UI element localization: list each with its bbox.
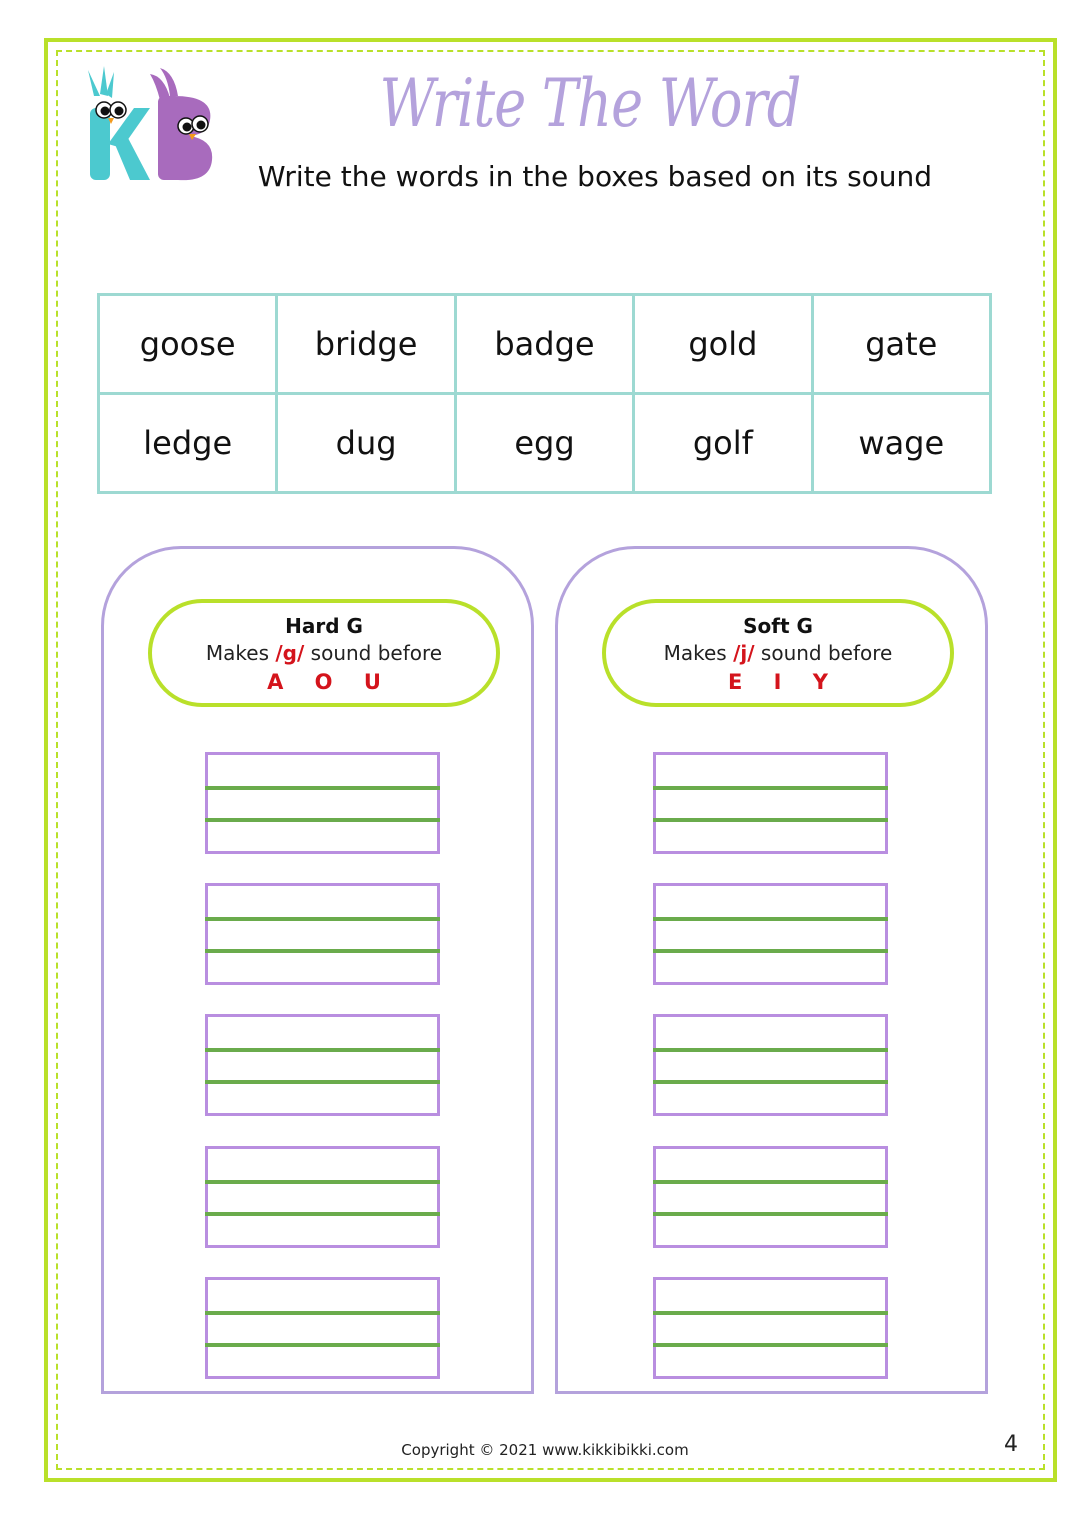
- soft-g-desc-prefix: Makes: [663, 641, 727, 665]
- writing-midline-band: [653, 1180, 888, 1216]
- writing-midline-band: [205, 1180, 440, 1216]
- soft-g-title: Soft G: [743, 614, 813, 638]
- hard-g-answer-box-4[interactable]: [205, 1146, 440, 1248]
- soft-g-label-pill: [602, 599, 954, 707]
- soft-g-description: [606, 639, 950, 668]
- kb-birds-logo-icon: [78, 66, 218, 186]
- writing-midline-band: [653, 917, 888, 953]
- word-bank-row: [99, 394, 991, 493]
- hard-g-label-pill: [148, 599, 500, 707]
- word-bank-cell: dug: [277, 394, 455, 493]
- hard-g-desc-prefix: Makes: [205, 641, 269, 665]
- soft-g-sound: /j/: [733, 641, 755, 665]
- writing-midline-band: [205, 1048, 440, 1084]
- hard-g-answer-box-3[interactable]: [205, 1014, 440, 1116]
- hard-g-answer-box-1[interactable]: [205, 752, 440, 854]
- page-title: Write The Word: [379, 65, 801, 142]
- hard-g-vowels: A O U: [267, 670, 393, 694]
- writing-midline-band: [205, 1311, 440, 1347]
- soft-g-answer-box-1[interactable]: [653, 752, 888, 854]
- instructions-subtitle: Write the words in the boxes based on its sound: [257, 160, 933, 193]
- soft-g-panel: [555, 546, 988, 1394]
- word-bank-table: [97, 293, 992, 494]
- hard-g-desc-suffix: sound before: [310, 641, 443, 665]
- soft-g-answer-box-3[interactable]: [653, 1014, 888, 1116]
- hard-g-description: [152, 639, 496, 668]
- word-bank-cell: badge: [455, 295, 633, 394]
- writing-midline-band: [653, 1048, 888, 1084]
- word-bank-cell: gold: [634, 295, 812, 394]
- writing-midline-band: [653, 786, 888, 822]
- soft-g-answer-box-2[interactable]: [653, 883, 888, 985]
- soft-g-answer-box-4[interactable]: [653, 1146, 888, 1248]
- page-number: 4: [1004, 1432, 1018, 1457]
- hard-g-sound: /g/: [275, 641, 305, 665]
- word-bank-cell: bridge: [277, 295, 455, 394]
- writing-midline-band: [205, 786, 440, 822]
- writing-midline-band: [205, 917, 440, 953]
- soft-g-answer-box-5[interactable]: [653, 1277, 888, 1379]
- word-bank-cell: ledge: [99, 394, 277, 493]
- word-bank-cell: goose: [99, 295, 277, 394]
- hard-g-panel: [101, 546, 534, 1394]
- hard-g-answer-box-2[interactable]: [205, 883, 440, 985]
- word-bank-cell: wage: [812, 394, 990, 493]
- soft-g-vowels: E I Y: [728, 670, 840, 694]
- writing-midline-band: [653, 1311, 888, 1347]
- word-bank-cell: golf: [634, 394, 812, 493]
- copyright-footer: Copyright © 2021 www.kikkibikki.com: [401, 1441, 689, 1459]
- soft-g-desc-suffix: sound before: [760, 641, 893, 665]
- hard-g-title: Hard G: [285, 614, 363, 638]
- word-bank-row: [99, 295, 991, 394]
- hard-g-answer-box-5[interactable]: [205, 1277, 440, 1379]
- word-bank-cell: gate: [812, 295, 990, 394]
- word-bank-cell: egg: [455, 394, 633, 493]
